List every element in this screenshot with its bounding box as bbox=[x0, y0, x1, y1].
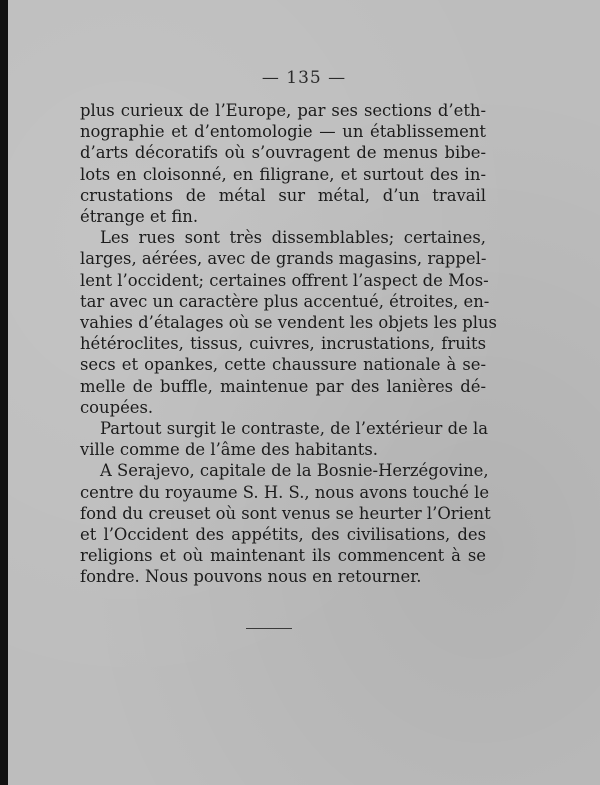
text-line: centre du royaume S. H. S., nous avons touché le bbox=[80, 482, 490, 502]
text-line: hétéroclites, tissus, cuivres, incrustations, fruits bbox=[80, 334, 486, 354]
text-line: religions et où maintenant ils commencent à se bbox=[80, 546, 486, 566]
paragraph-2 bbox=[80, 227, 497, 418]
end-rule bbox=[246, 628, 292, 629]
text-line: et l’Occident des appétits, des civilisations, des bbox=[80, 525, 486, 545]
page-number: — 135 — bbox=[261, 68, 347, 88]
text-line: vahies d’étalages où se vendent les objets les plus bbox=[80, 313, 497, 333]
paragraph-4 bbox=[80, 460, 491, 587]
text-line: Partout surgit le contraste, de l’extérieur de la bbox=[100, 419, 488, 439]
text-line: larges, aérées, avec de grands magasins, rappel- bbox=[80, 249, 487, 269]
text-line: ville comme de l’âme des habitants. bbox=[80, 440, 379, 460]
text-line: fondre. Nous pouvons nous en retourner. bbox=[80, 567, 422, 587]
paragraph-3 bbox=[80, 418, 486, 460]
text-line: nographie et d’entomologie — un établissement bbox=[80, 122, 486, 142]
text-line: étrange et fin. bbox=[80, 207, 199, 227]
book-gutter bbox=[0, 0, 8, 785]
text-line: crustations de métal sur métal, d’un travail bbox=[80, 185, 486, 205]
text-line: d’arts décoratifs où s’ouvragent de menus bibe- bbox=[80, 143, 486, 163]
paragraph-1 bbox=[80, 100, 486, 227]
text-line: lent l’occident; certaines offrent l’aspect de Mos- bbox=[80, 270, 489, 290]
text-line: Les rues sont très dissemblables; certaines, bbox=[100, 228, 486, 248]
text-line: fond du creuset où sont venus se heurter l’Orient bbox=[80, 503, 491, 523]
text-line: lots en cloisonné, en filigrane, et surtout des in- bbox=[80, 164, 486, 184]
book-page bbox=[8, 0, 600, 785]
text-line: A Serajevo, capitale de la Bosnie-Herzégovine, bbox=[100, 461, 489, 481]
page-body bbox=[80, 100, 497, 588]
text-line: melle de buffle, maintenue par des lanières dé- bbox=[80, 376, 486, 396]
text-line: coupées. bbox=[80, 397, 154, 417]
text-line: secs et opankes, cette chaussure nationale à se- bbox=[80, 355, 486, 375]
text-line: plus curieux de l’Europe, par ses sections d’eth- bbox=[80, 101, 486, 120]
text-line: tar avec un caractère plus accentué, étroites, en- bbox=[80, 291, 490, 311]
